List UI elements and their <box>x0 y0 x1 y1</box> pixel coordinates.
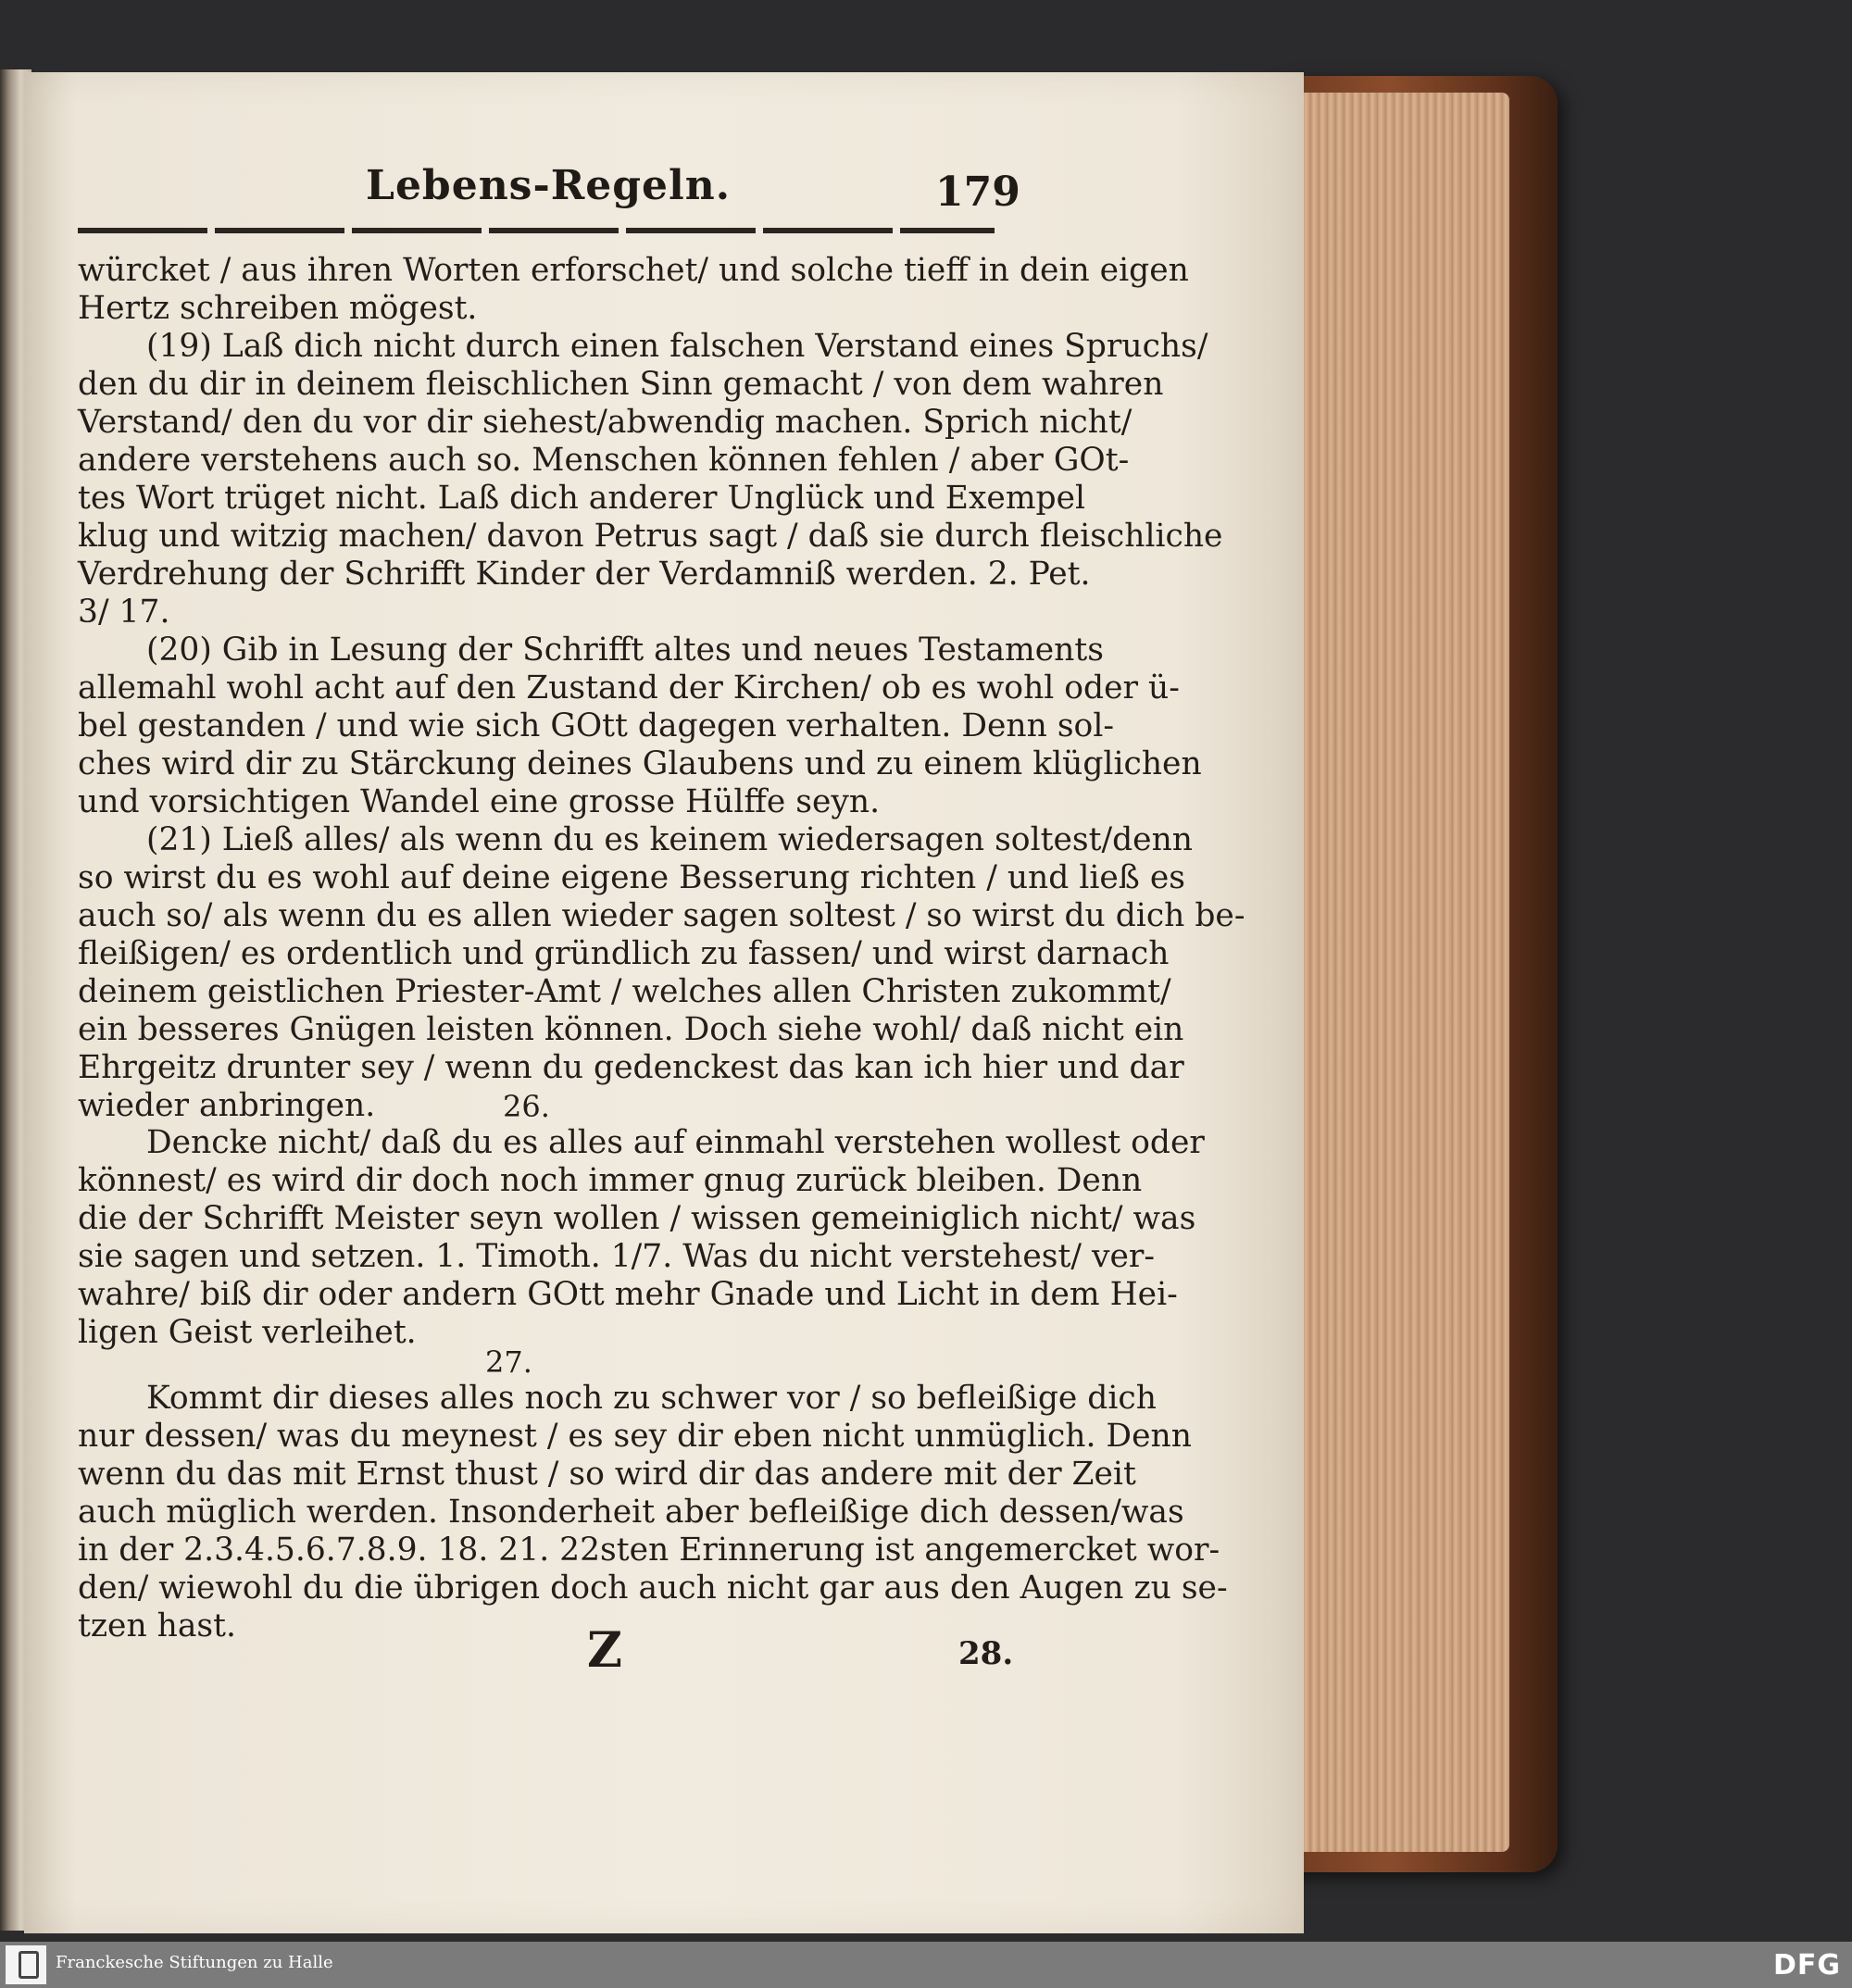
section-27-line: auch müglich werden. Insonderheit aber befleißige dich dessen/was <box>78 1494 1184 1531</box>
body-line: den du dir in deinem fleischlichen Sinn gemacht / von dem wahren <box>78 366 1164 403</box>
signature-mark: Z <box>587 1622 622 1679</box>
section-number-27: 27. <box>485 1344 532 1380</box>
body-line: und vorsichtigen Wandel eine grosse Hülffe seyn. <box>78 783 881 820</box>
section-number-26: 26. <box>503 1089 550 1124</box>
section-27-line: den/ wiewohl du die übrigen doch auch nicht gar aus den Augen zu se- <box>78 1569 1228 1607</box>
body-line: Verstand/ den du vor dir siehest/abwendig machen. Sprich nicht/ <box>78 404 1132 441</box>
catchword: 28. <box>958 1635 1014 1672</box>
body-line: andere verstehens auch so. Menschen können fehlen / aber GOt- <box>78 442 1130 479</box>
body-line: so wirst du es wohl auf deine eigene Besserung richten / und ließ es <box>78 859 1185 896</box>
section-27-line: Kommt dir dieses alles noch zu schwer vor / so befleißige dich <box>146 1380 1157 1417</box>
body-line: fleißigen/ es ordentlich und gründlich zu fassen/ und wirst darnach <box>78 935 1170 972</box>
section-26-line: Dencke nicht/ daß du es alles auf einmahl verstehen wollest oder <box>146 1124 1205 1161</box>
logo-emblem-icon <box>19 1951 39 1979</box>
header-rule <box>78 228 995 233</box>
body-line: (20) Gib in Lesung der Schrifft altes und neues Testaments <box>146 631 1104 669</box>
body-line: (21) Ließ alles/ als wenn du es keinem wiedersagen soltest/denn <box>146 821 1194 858</box>
institution-logo-icon[interactable] <box>6 1945 46 1984</box>
footer-bar <box>0 1942 1852 1988</box>
running-header: Lebens-Regeln. <box>366 162 732 209</box>
body-line: klug und witzig machen/ davon Petrus sagt / daß sie durch fleischliche <box>78 518 1223 555</box>
section-27-line: wenn du das mit Ernst thust / so wird dir das andere mit der Zeit <box>78 1456 1136 1493</box>
body-line: 3/ 17. <box>78 594 170 631</box>
body-line: Verdrehung der Schrifft Kinder der Verdamniß werden. 2. Pet. <box>78 556 1091 593</box>
section-27-line: in der 2.3.4.5.6.7.8.9. 18. 21. 22sten Erinnerung ist angemercket wor- <box>78 1532 1220 1569</box>
dfg-logo[interactable]: DFG <box>1772 1949 1841 1982</box>
body-line: würcket / aus ihren Worten erforschet/ und solche tieff in dein eigen <box>78 252 1189 289</box>
body-line: Ehrgeitz drunter sey / wenn du gedenckest das kan ich hier und dar <box>78 1049 1184 1086</box>
section-26-line: wahre/ biß dir oder andern GOtt mehr Gnade und Licht in dem Hei- <box>78 1276 1178 1313</box>
institution-name[interactable]: Franckesche Stiftungen zu Halle <box>56 1953 333 1972</box>
section-27-line: tzen hast. <box>78 1607 236 1644</box>
body-line: auch so/ als wenn du es allen wieder sagen soltest / so wirst du dich be- <box>78 897 1245 934</box>
page-block-edge <box>1295 93 1509 1852</box>
body-line: deinem geistlichen Priester-Amt / welches allen Christen zukommt/ <box>78 973 1171 1010</box>
page-number: 179 <box>935 169 1020 216</box>
section-26-line: sie sagen und setzen. 1. Timoth. 1/7. Was du nicht verstehest/ ver- <box>78 1238 1156 1275</box>
body-line: tes Wort trüget nicht. Laß dich anderer Unglück und Exempel <box>78 480 1086 517</box>
section-27-line: nur dessen/ was du meynest / es sey dir eben nicht unmüglich. Denn <box>78 1418 1192 1455</box>
body-line: Hertz schreiben mögest. <box>78 290 478 327</box>
body-line: (19) Laß dich nicht durch einen falschen Verstand eines Spruchs/ <box>146 328 1208 365</box>
body-line: allemahl wohl acht auf den Zustand der Kirchen/ ob es wohl oder ü- <box>78 669 1180 706</box>
body-line: ches wird dir zu Stärckung deines Glaubens und zu einem klüglichen <box>78 745 1202 782</box>
body-line: ein besseres Gnügen leisten können. Doch siehe wohl/ daß nicht ein <box>78 1011 1184 1048</box>
section-26-line: die der Schrifft Meister seyn wollen / wissen gemeiniglich nicht/ was <box>78 1200 1196 1237</box>
section-26-line: ligen Geist verleihet. <box>78 1314 417 1351</box>
section-26-line: könnest/ es wird dir doch noch immer gnug zurück bleiben. Denn <box>78 1162 1143 1199</box>
body-line: wieder anbringen. <box>78 1087 376 1124</box>
body-line: bel gestanden / und wie sich GOtt dagegen verhalten. Denn sol- <box>78 707 1115 744</box>
